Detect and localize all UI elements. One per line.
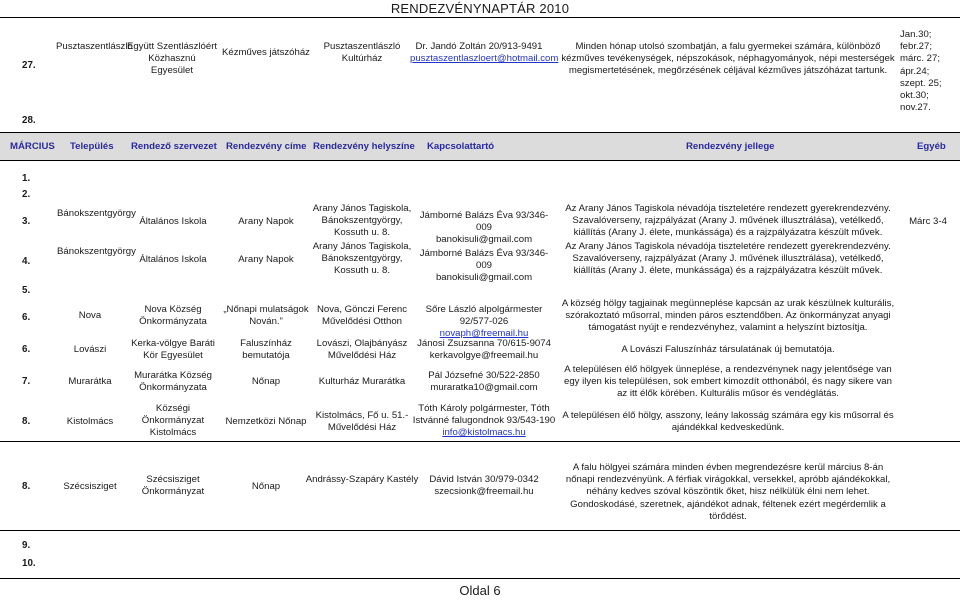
contact-email: banokisuli@gmail.com: [435, 272, 533, 284]
day-number: 7.: [22, 376, 31, 387]
cell-kapcsolat: [414, 248, 554, 285]
cell-egyeb: Márc 3-4: [909, 216, 947, 227]
cell-helyszin: Pusztaszentlászló Kultúrház: [323, 41, 401, 65]
day-number: 8.: [22, 416, 31, 427]
contact-email: muraratka10@gmail.com: [430, 382, 538, 394]
row-divider: [0, 17, 960, 18]
cell-telepules: Kistolmács: [66, 416, 114, 427]
cell-jelleg: A településen élő hölgyek ünneplése, a rendezvénynek nagy jelentősége van egy ilyen kis településen, sok embert kimozdít otthonából, és nagy sikere van az itt élők körében. Kulturális műsor és vendéglátás.: [564, 364, 892, 400]
cell-jelleg: Az Arany János Tagiskola névadója tiszteletére rendezett gyerekrendezvény. Szavalóverseny, rajzpályázat (Arany J. művének illusztrálása), vetélkedő, kiállítás (Arany J. élete, munkássága) és a rajzpályázatra készült művek.: [565, 241, 891, 277]
cell-cim: Nőnap: [251, 481, 281, 492]
contact-name: Jámborné Balázs Éva 93/346-009: [419, 248, 549, 272]
cell-rendezo: Általános Iskola: [139, 254, 207, 265]
contact-name: Jámborné Balázs Éva 93/346-009: [419, 210, 549, 234]
cell-kapcsolat: [414, 210, 554, 247]
egyeb-date: okt.30;: [900, 90, 929, 102]
cell-jelleg: A falu hölgyei számára minden évben megrendezésre kerül március 8-án nőnapi rendezvényünk. A férfiak virágokkal, versekkel, apróbb ajándékokkal, néhány kedves szóval köszöntik őket, hisz nélkülük élni nem lehet. Gondoskodásé, szeretnek, ajándékot adnak, féltenek ezért megérdemlik a törődést.: [565, 462, 891, 522]
day-number: 28.: [22, 115, 36, 126]
egyeb-date: márc. 27;: [900, 53, 940, 65]
contact-email: kerkavolgye@freemail.hu: [429, 350, 539, 362]
cell-helyszin: Kistolmács, Fő u. 51.- Művelődési Ház: [315, 410, 409, 434]
contact-name: Tóth Károly polgármester, Tóth Istvánné falugondnok 93/543-190: [412, 403, 556, 427]
cell-cim: Nőnap: [251, 376, 281, 387]
cell-egyeb: [900, 29, 958, 114]
day-number: 27.: [22, 60, 36, 71]
day-number: 8.: [22, 481, 31, 492]
cell-rendezo: Nova Község Önkormányzata: [139, 304, 207, 328]
cell-helyszin: Arany János Tagiskola, Bánokszentgyörgy, Kossuth u. 8.: [312, 241, 412, 277]
cell-jelleg: Az Arany János Tagiskola névadója tiszteletére rendezett gyerekrendezvény. Szavalóverseny, rajzpályázat (Arany J. művének illusztrálása), vetélkedő, kiállítás (Arany J. élete, munkássága) és a rajzpályázatra készült művek.: [565, 203, 891, 239]
contact-email-link[interactable]: info@kistolmacs.hu: [442, 427, 526, 439]
cell-jelleg: A község hölgy tagjainak megünneplése kapcsán az urak készülnek kulturális, szórakoztató műsorral, minden páros esztendőben. Az önkormányzat anyagi támogatást nyújt e rendezvényhez, valamint a helyszínt biztosítja.: [561, 298, 895, 334]
cell-helyszin: Lovászi, Olajbányász Művelődési Ház: [316, 338, 408, 362]
page-footer: Oldal 6: [459, 583, 501, 598]
cell-rendezo: Kerka-völgye Baráti Kör Egyesület: [131, 338, 215, 362]
cell-telepules: Lovászi: [73, 344, 107, 355]
egyeb-date: febr.27;: [900, 41, 933, 53]
contact-email: szecsionk@freemail.hu: [434, 486, 534, 498]
cell-kapcsolat: [410, 403, 558, 440]
cell-cim: Arany Napok: [238, 254, 294, 265]
cell-telepules: Bánokszentgyörgy: [57, 246, 136, 257]
contact-name: Dávid István 30/979-0342: [429, 474, 539, 485]
cell-kapcsolat: [410, 370, 558, 394]
day-number: 1.: [22, 173, 31, 184]
cell-rendezo: Murarátka Község Önkormányzata: [134, 370, 212, 394]
cell-telepules: Nova: [78, 310, 102, 321]
header-rendezo: Rendező szervezet: [131, 141, 217, 152]
cell-rendezo: Szécsisziget Önkormányzat: [141, 474, 205, 498]
contact-name: Dr. Jandó Zoltán 20/913-9491: [415, 41, 543, 52]
contact-email: banokisuli@gmail.com: [435, 234, 533, 246]
day-number: 4.: [22, 256, 31, 267]
cell-cim: Arany Napok: [238, 216, 294, 227]
cell-jelleg: Minden hónap utolsó szombatján, a falu gyermekei számára, különböző kézműves tevékenységek, népszokások, néphagyományok, népi mesterségek megismertetésének, megőrzésének céljával kézműves játszóházat tartunk.: [561, 41, 895, 77]
day-number: 9.: [22, 540, 31, 551]
cell-helyszin: Nova, Gönczi Ferenc Művelődési Otthon: [316, 304, 408, 328]
row-divider: [0, 578, 960, 579]
day-number: 6.: [22, 344, 31, 355]
cell-telepules: Bánokszentgyörgy: [57, 208, 136, 219]
contact-name: Jánosi Zsuzsanna 70/615-9074: [417, 338, 551, 349]
row-divider: [0, 530, 960, 531]
day-number: 3.: [22, 216, 31, 227]
contact-email-link[interactable]: novaph@freemail.hu: [439, 328, 529, 340]
header-telepules: Település: [70, 141, 114, 152]
cell-cim: Faluszínház bemutatója: [240, 338, 292, 362]
cell-helyszin: Andrássy-Szapáry Kastély: [305, 474, 419, 485]
egyeb-date: szept. 25;: [900, 77, 942, 89]
cell-jelleg: A településen élő hölgy, asszony, leány lakosság számára egy kis műsorral és ajándékkal kedveskedünk.: [562, 410, 894, 434]
header-jelleg: Rendezvény jellege: [686, 141, 775, 152]
cell-telepules: Pusztaszentlászló: [56, 41, 133, 52]
cell-jelleg: A Lovászi Faluszínház társulatának új bemutatója.: [621, 344, 835, 355]
day-number: 6.: [22, 312, 31, 323]
header-helyszin: Rendezvény helyszíne: [313, 141, 415, 152]
egyeb-date: Jan.30;: [900, 29, 932, 40]
cell-cim: Kézműves játszóház: [222, 47, 310, 58]
table-header: [0, 132, 960, 161]
cell-rendezo: Községi Önkormányzat Kistolmács: [141, 403, 205, 439]
cell-kapcsolat: [410, 338, 558, 362]
cell-rendezo: Együtt Szentlászlóért Közhasznú Egyesület: [126, 41, 218, 77]
day-number: 10.: [22, 558, 36, 569]
header-cim: Rendezvény címe: [226, 141, 307, 152]
row-divider: [0, 441, 960, 442]
cell-kapcsolat: [410, 41, 559, 65]
header-month: MÁRCIUS: [10, 141, 55, 152]
top-block: [0, 17, 960, 130]
cell-telepules: Murarátka: [68, 376, 112, 387]
cell-cim: Nemzetközi Nőnap: [225, 416, 307, 427]
egyeb-date: nov.27.: [900, 102, 931, 114]
header-egyeb: Egyéb: [917, 141, 946, 152]
cell-cim: „Nőnapi mulatságok Nován.”: [223, 304, 309, 328]
cell-telepules: Szécsisziget: [63, 481, 117, 492]
cell-rendezo: Általános Iskola: [139, 216, 207, 227]
contact-email-link[interactable]: pusztaszentlaszloert@hotmail.com: [410, 53, 559, 65]
page-title: RENDEZVÉNYNAPTÁR 2010: [390, 1, 570, 16]
egyeb-date: ápr.24;: [900, 65, 930, 77]
contact-name: Pál Józsefné 30/522-2850: [428, 370, 540, 381]
cell-helyszin: Kulturház Murarátka: [318, 376, 406, 387]
cell-kapcsolat: [410, 304, 558, 341]
contact-name: Sőre László alpolgármester 92/577-026: [425, 304, 543, 328]
day-number: 2.: [22, 189, 31, 200]
header-kapcsolat: Kapcsolattartó: [427, 141, 495, 152]
cell-helyszin: Arany János Tagiskola, Bánokszentgyörgy, Kossuth u. 8.: [312, 203, 412, 239]
day-number: 5.: [22, 285, 31, 296]
cell-kapcsolat: [410, 474, 558, 498]
